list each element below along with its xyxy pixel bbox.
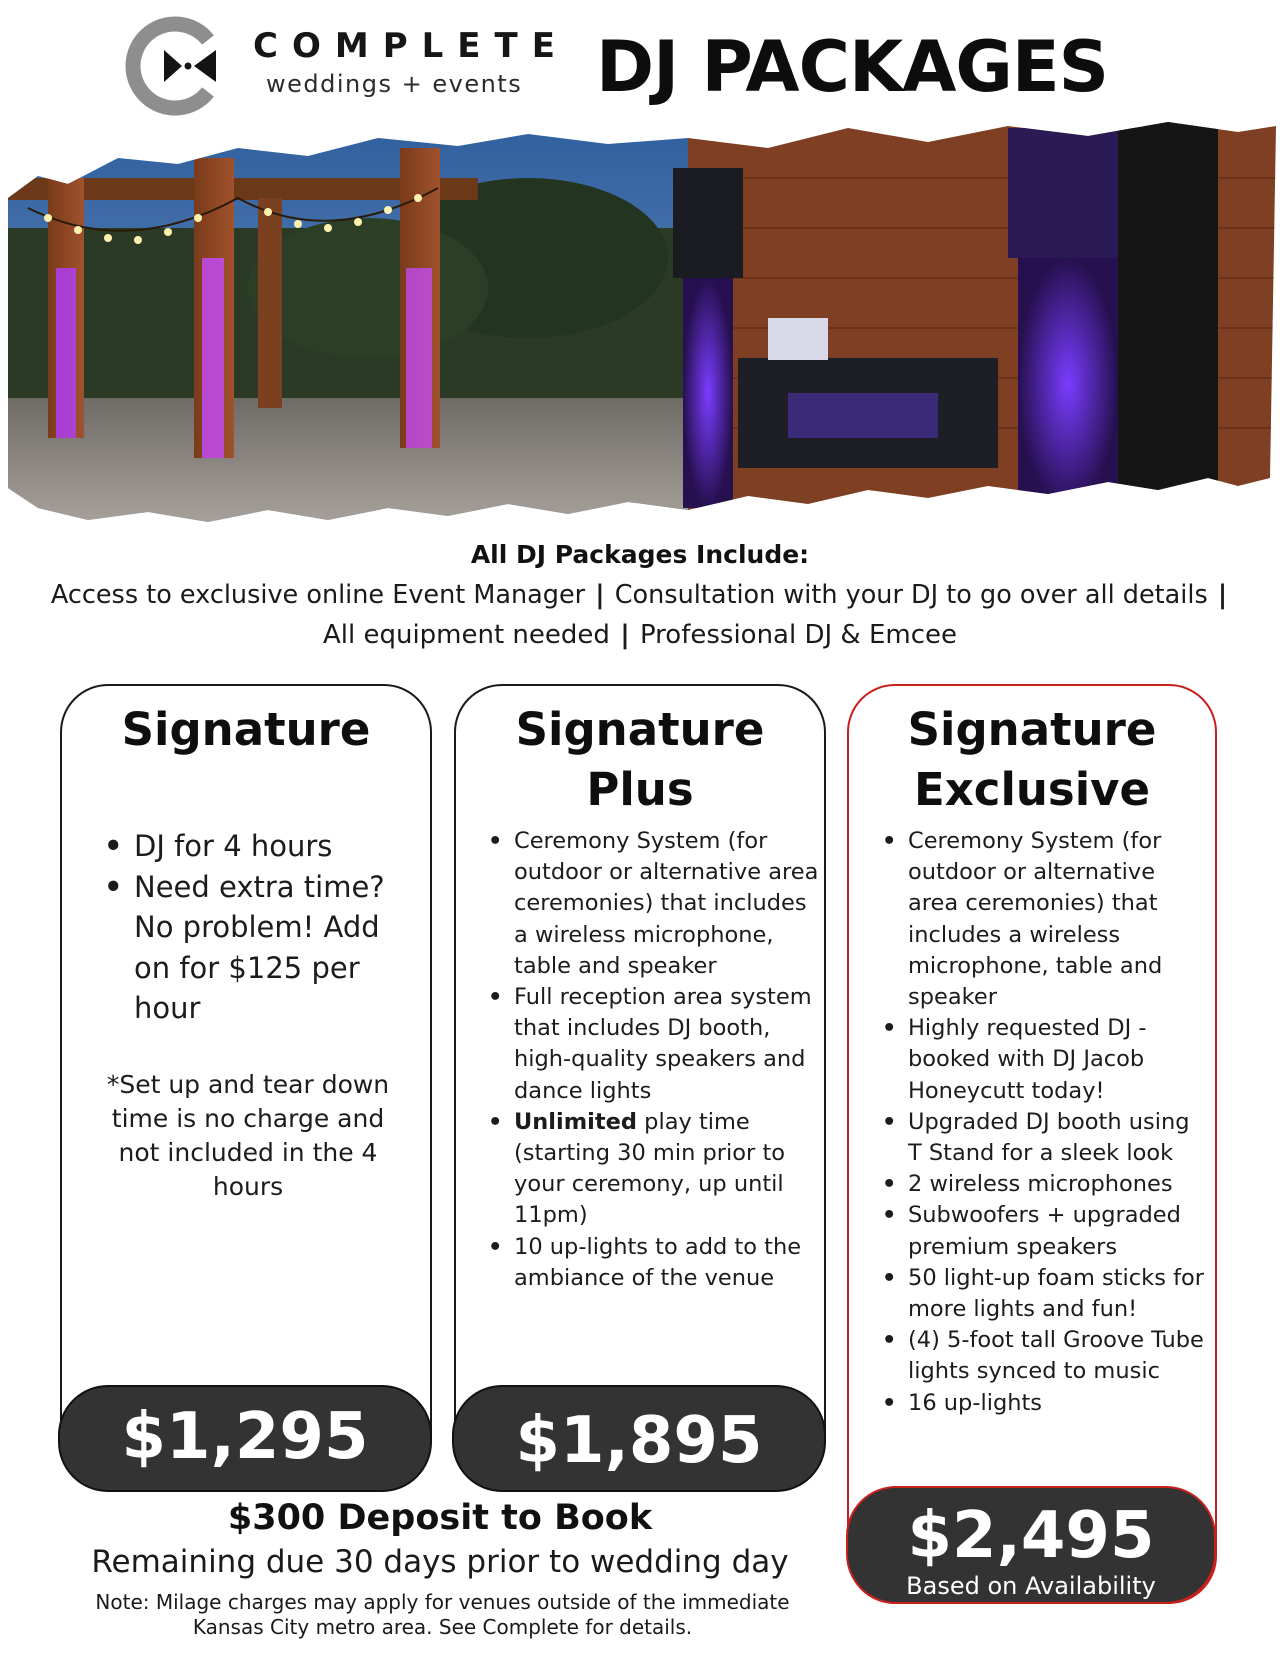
- list-item: • Upgraded DJ booth using T Stand for a sleek look: [908, 1107, 1208, 1169]
- feature-list: [514, 826, 819, 1294]
- brand-name: COMPLETE: [253, 26, 569, 66]
- list-item-text: play time (starting 30 min prior to your ceremony, up until 11pm): [514, 1108, 786, 1229]
- hero-photo: [8, 118, 1276, 526]
- list-item: • Full reception area system that includes DJ booth, high-quality speakers and dance lights: [514, 982, 819, 1107]
- page-title: DJ PACKAGES: [596, 26, 1109, 108]
- include-item: Consultation with your DJ to go over all details: [614, 580, 1208, 610]
- list-item: • DJ for 4 hours: [134, 826, 424, 867]
- feature-list: [908, 826, 1208, 1419]
- list-item: • Ceremony System (for outdoor or alternative area ceremonies) that includes a wireless microphone, table and speaker: [908, 826, 1208, 1013]
- list-item: • Highly requested DJ - booked with DJ Jacob Honeycutt today!: [908, 1013, 1208, 1107]
- availability-note: Based on Availability: [906, 1572, 1156, 1600]
- list-item: • Ceremony System (for outdoor or alternative area ceremonies) that includes a wireless microphone, table and speaker: [514, 826, 819, 982]
- list-item: • 50 light-up foam sticks for more lights and fun!: [908, 1263, 1208, 1325]
- list-item: [514, 1107, 819, 1232]
- package-card-signature-exclusive: [847, 684, 1217, 1604]
- list-item: • (4) 5-foot tall Groove Tube lights synced to music: [908, 1325, 1208, 1387]
- list-item: • 2 wireless microphones: [908, 1169, 1208, 1200]
- include-item: Professional DJ & Emcee: [639, 620, 958, 650]
- package-title-line-2: Plus: [586, 763, 694, 816]
- package-title: Signature: [515, 703, 765, 756]
- package-title: Signature: [907, 703, 1157, 756]
- package-card-signature-plus: [454, 684, 826, 1486]
- separator: |: [595, 580, 605, 610]
- mileage-note: Note: Milage charges may apply for venues outside of the immediate Kansas City metro area. See Complete for details.: [95, 1590, 790, 1639]
- list-item: • Need extra time? No problem! Add on for $125 per hour: [134, 867, 424, 1029]
- separator: |: [1217, 580, 1228, 610]
- includes-line-1: [0, 580, 1280, 610]
- bold-prefix: Unlimited: [514, 1108, 637, 1135]
- package-card-signature: [60, 684, 432, 1486]
- package-title: Signature: [121, 703, 371, 756]
- company-logo-icon: [122, 16, 228, 116]
- remaining-balance-text: Remaining due 30 days prior to wedding day: [91, 1544, 789, 1580]
- list-item: • 10 up-lights to add to the ambiance of the venue: [514, 1232, 819, 1294]
- price-badge-signature-plus: $1,895: [452, 1385, 826, 1492]
- includes-line-2: [0, 620, 1280, 650]
- package-title-line-2: Exclusive: [914, 763, 1150, 816]
- deposit-heading: $300 Deposit to Book: [227, 1498, 653, 1538]
- include-item: Access to exclusive online Event Manager: [50, 580, 586, 610]
- separator: |: [620, 620, 630, 650]
- price-amount: $2,495: [907, 1499, 1155, 1573]
- list-item: • Subwoofers + upgraded premium speakers: [908, 1200, 1208, 1262]
- list-item: • 16 up-lights: [908, 1388, 1208, 1419]
- feature-list: [134, 826, 424, 1029]
- brand-tagline: weddings + events: [266, 70, 523, 98]
- setup-note: *Set up and tear down time is no charge and not included in the 4 hours: [106, 1070, 390, 1201]
- include-item: All equipment needed: [322, 620, 610, 650]
- price-badge-signature: $1,295: [58, 1385, 432, 1492]
- price-badge-signature-exclusive: [846, 1486, 1216, 1604]
- includes-heading: All DJ Packages Include:: [470, 540, 810, 569]
